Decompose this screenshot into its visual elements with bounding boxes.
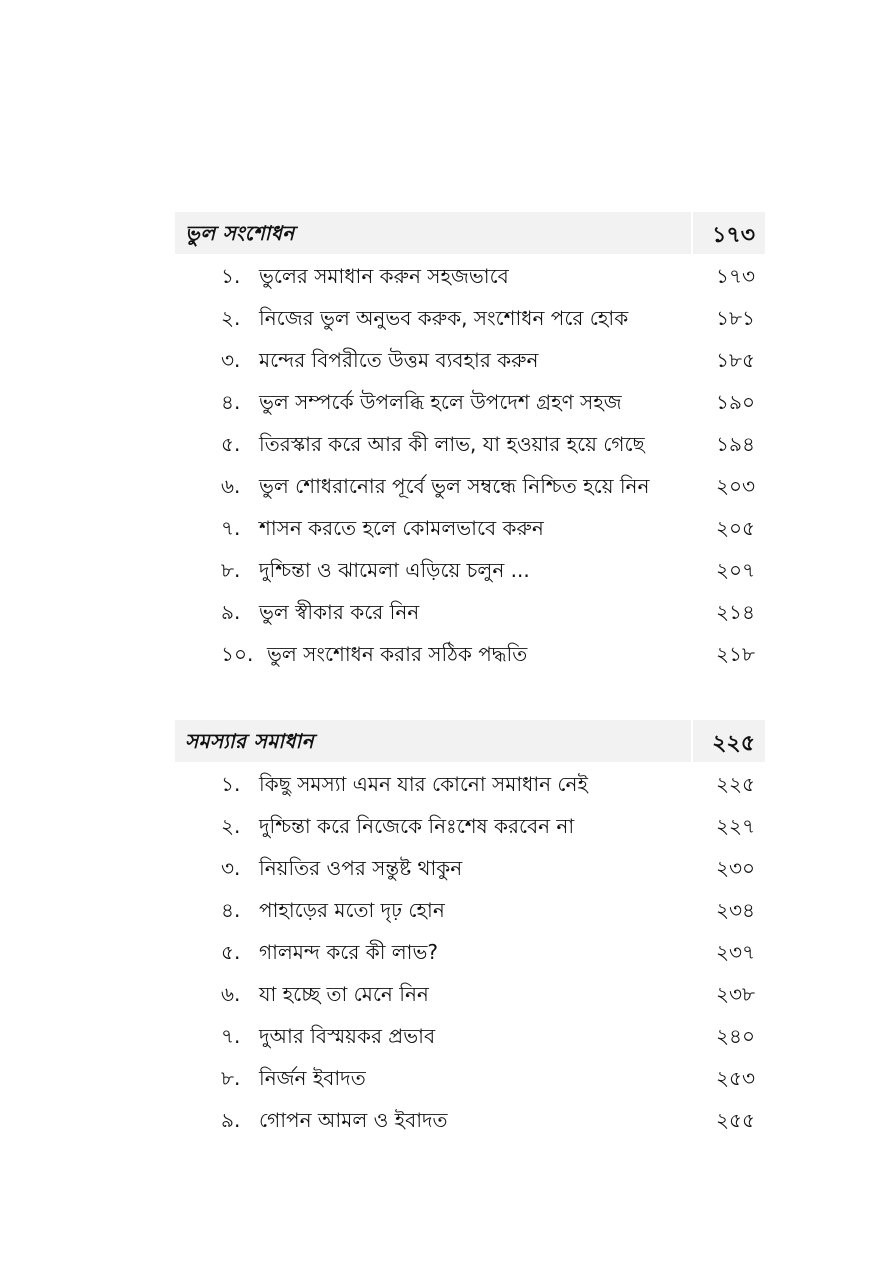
entry-number: ৬. (221, 982, 241, 1006)
entry-page-number: ১৮৫ (716, 348, 755, 372)
toc-entry[interactable] (175, 590, 765, 632)
toc-entry[interactable] (175, 1056, 765, 1098)
toc-section-somossar-somadhan (175, 720, 765, 1140)
entry-title: মন্দের বিপরীতে উত্তম ব্যবহার করুন (259, 348, 539, 372)
entry-page-number: ২২৭ (715, 814, 755, 838)
toc-entry[interactable] (175, 804, 765, 846)
entry-title: শাসন করতে হলে কোমলভাবে করুন (259, 516, 544, 540)
entry-number: ২. (221, 306, 241, 330)
entry-number: ৮. (221, 1066, 241, 1090)
entry-page-number: ১৮১ (716, 306, 755, 330)
toc-entry[interactable] (175, 506, 765, 548)
header-divider (691, 212, 693, 254)
entry-title: পাহাড়ের মতো দৃঢ় হোন (259, 898, 445, 922)
entry-number: ৩. (221, 348, 241, 372)
toc-entry[interactable] (175, 1014, 765, 1056)
entry-number: ১০. (221, 642, 254, 666)
entry-page-number: ২৪০ (716, 1024, 755, 1048)
entry-number: ৯. (221, 1108, 241, 1132)
toc-entry[interactable] (175, 972, 765, 1014)
section-title: ভুল সংশোধন (185, 221, 295, 245)
entry-page-number: ২২৫ (716, 772, 755, 796)
entry-page-number: ২৩৪ (716, 898, 755, 922)
entry-title: দুশ্চিন্তা করে নিজেকে নিঃশেষ করবেন না (259, 814, 575, 838)
entry-title: যা হচ্ছে তা মেনে নিন (259, 982, 429, 1006)
entry-title: নিজের ভুল অনুভব করুক, সংশোধন পরে হোক (259, 306, 629, 330)
section-title: সমস্যার সমাধান (185, 729, 314, 753)
entry-title: নিয়তির ওপর সন্তুষ্ট থাকুন (259, 856, 463, 880)
entry-number: ১. (221, 264, 241, 288)
section-header (175, 720, 765, 762)
entry-title: ভুল সংশোধন করার সঠিক পদ্ধতি (267, 642, 528, 666)
entry-page-number: ২৩৮ (716, 982, 755, 1006)
entry-number: ৯. (221, 600, 241, 624)
entry-number: ৫. (221, 432, 241, 456)
entry-title: ভুল শোধরানোর পূর্বে ভুল সম্বন্ধে নিশ্চিত হয়ে নিন (259, 474, 650, 498)
toc-entry[interactable] (175, 632, 765, 674)
toc-entry[interactable] (175, 380, 765, 422)
entry-number: ৫. (221, 940, 241, 964)
entry-page-number: ২৩০ (715, 856, 755, 880)
toc-entry[interactable] (175, 296, 765, 338)
entry-page-number: ২৫৩ (716, 1066, 755, 1090)
entry-title: গালমন্দ করে কী লাভ? (259, 940, 438, 964)
toc-section-bhul-songshodhon (175, 212, 765, 674)
entry-title: ভুল স্বীকার করে নিন (259, 600, 420, 624)
entry-page-number: ১৭৩ (716, 264, 755, 288)
entry-number: ৪. (221, 898, 241, 922)
entry-page-number: ২০৫ (716, 516, 755, 540)
section-page-number: ১৭৩ (712, 223, 755, 248)
entry-page-number: ২১৮ (716, 642, 755, 666)
entry-page-number: ১৯০ (716, 390, 755, 414)
entry-number: ৭. (221, 516, 241, 540)
entry-page-number: ২০৭ (715, 558, 755, 582)
entry-number: ২. (221, 814, 241, 838)
toc-entry[interactable] (175, 888, 765, 930)
entry-title: তিরস্কার করে আর কী লাভ, যা হওয়ার হয়ে গেছে (259, 432, 645, 456)
entry-page-number: ২১৪ (716, 600, 755, 624)
entry-title: গোপন আমল ও ইবাদত (259, 1108, 448, 1132)
entry-number: ৮. (221, 558, 241, 582)
entry-page-number: ২৩৭ (715, 940, 755, 964)
entry-page-number: ১৯৪ (716, 432, 755, 456)
entry-title: ভুল সম্পর্কে উপলব্ধি হলে উপদেশ গ্রহণ সহজ (259, 390, 622, 414)
toc-entry[interactable] (175, 464, 765, 506)
toc-entry[interactable] (175, 930, 765, 972)
toc-entry[interactable] (175, 762, 765, 804)
entry-title: নির্জন ইবাদত (259, 1066, 366, 1090)
entry-page-number: ২০৩ (715, 474, 755, 498)
entry-number: ৭. (221, 1024, 241, 1048)
toc-entry-list (175, 762, 765, 1140)
toc-entry[interactable] (175, 846, 765, 888)
entry-title: দুশ্চিন্তা ও ঝামেলা এড়িয়ে চলুন ... (259, 558, 530, 582)
header-divider (691, 720, 693, 762)
entry-number: ১. (221, 772, 241, 796)
entry-number: ৬. (221, 474, 241, 498)
entry-number: ৪. (221, 390, 241, 414)
section-header (175, 212, 765, 254)
toc-entry[interactable] (175, 1098, 765, 1140)
entry-title: কিছু সমস্যা এমন যার কোনো সমাধান নেই (259, 772, 588, 796)
toc-entry-list (175, 254, 765, 674)
entry-number: ৩. (221, 856, 241, 880)
toc-entry[interactable] (175, 422, 765, 464)
entry-title: দুআর বিস্ময়কর প্রভাব (259, 1024, 436, 1048)
toc-entry[interactable] (175, 254, 765, 296)
entry-title: ভুলের সমাধান করুন সহজভাবে (259, 264, 509, 288)
section-page-number: ২২৫ (712, 731, 755, 756)
toc-entry[interactable] (175, 548, 765, 590)
toc-entry[interactable] (175, 338, 765, 380)
entry-page-number: ২৫৫ (716, 1108, 755, 1132)
